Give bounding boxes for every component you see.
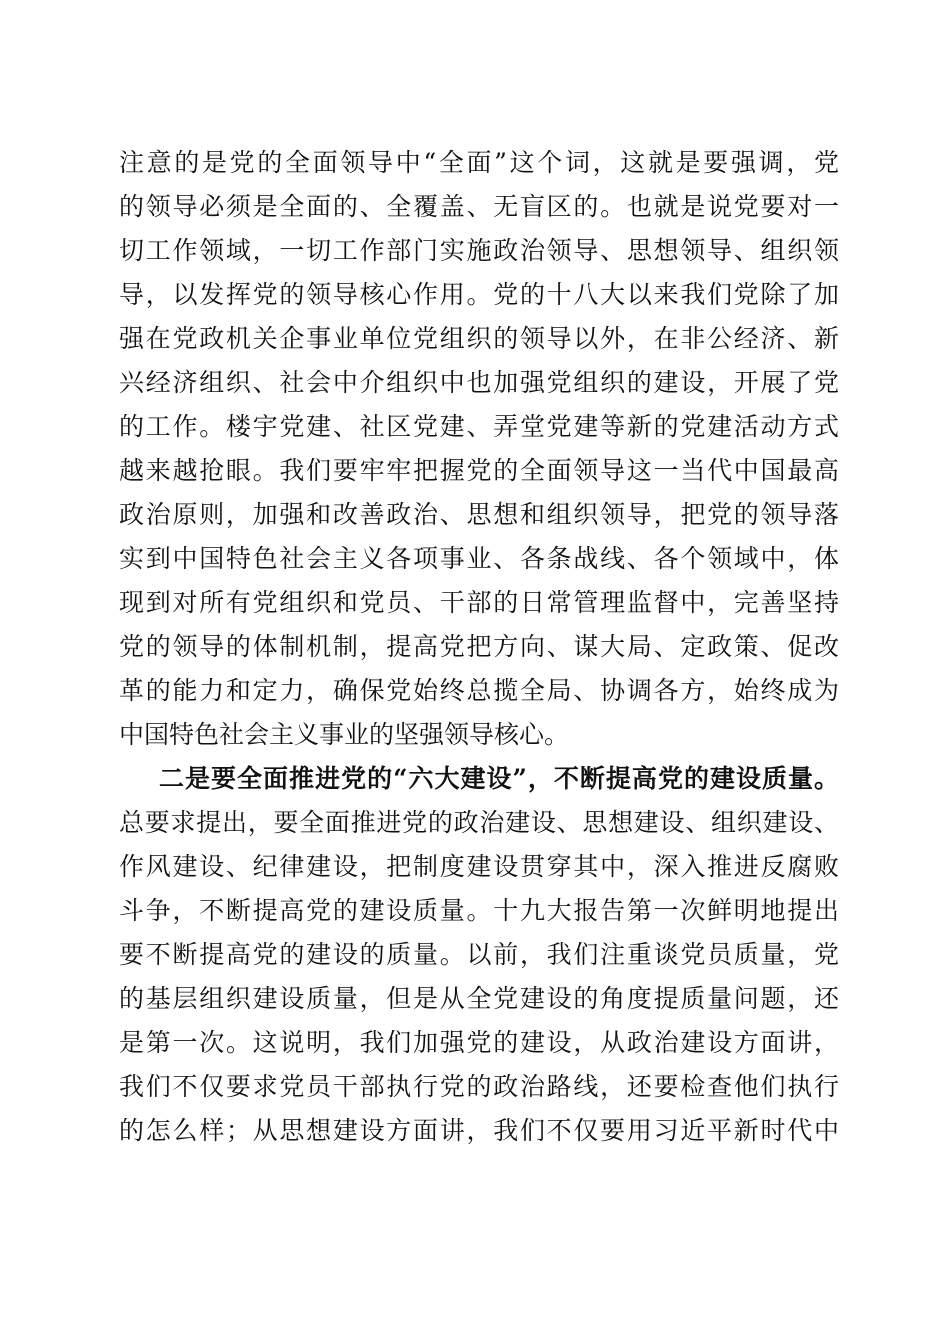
paragraph-1-line-1: 注意的是党的全面领导中“全面”这个词，这就是要强调，党 xyxy=(119,148,839,177)
paragraph-1-line-12: 党的领导的体制机制，提高党把方向、谋大局、定政策、促改 xyxy=(119,632,839,661)
paragraph-2-line-7: 是第一次。这说明，我们加强党的建设，从政治建设方面讲， xyxy=(119,1028,839,1057)
paragraph-2-line-2: 总要求提出，要全面推进党的政治建设、思想建设、组织建设、 xyxy=(119,808,839,837)
paragraph-2-line-9: 的怎么样；从思想建设方面讲，我们不仅要用习近平新时代中 xyxy=(119,1116,839,1145)
paragraph-1-line-4: 导，以发挥党的领导核心作用。党的十八大以来我们党除了加 xyxy=(119,280,839,309)
paragraph-2-heading-line: 二是要全面推进党的“六大建设”，不断提高党的建设质量。 xyxy=(159,764,839,793)
paragraph-1-line-9: 政治原则，加强和改善政治、思想和组织领导，把党的领导落 xyxy=(119,500,839,529)
paragraph-1-line-3: 切工作领域，一切工作部门实施政治领导、思想领导、组织领 xyxy=(119,236,839,265)
paragraph-1-line-7: 的工作。楼宇党建、社区党建、弄堂党建等新的党建活动方式 xyxy=(119,412,839,441)
paragraph-1-line-11: 现到对所有党组织和党员、干部的日常管理监督中，完善坚持 xyxy=(119,588,839,617)
paragraph-1-line-13: 革的能力和定力，确保党始终总揽全局、协调各方，始终成为 xyxy=(119,676,839,705)
paragraph-2-line-4: 斗争，不断提高党的建设质量。十九大报告第一次鲜明地提出 xyxy=(119,896,839,925)
paragraph-1-line-14: 中国特色社会主义事业的坚强领导核心。 xyxy=(119,720,570,749)
paragraph-1-line-6: 兴经济组织、社会中介组织中也加强党组织的建设，开展了党 xyxy=(119,368,839,397)
paragraph-1-line-8: 越来越抢眼。我们要牢牢把握党的全面领导这一当代中国最高 xyxy=(119,456,839,485)
paragraph-2-line-6: 的基层组织建设质量，但是从全党建设的角度提质量问题，还 xyxy=(119,984,839,1013)
paragraph-2-line-3: 作风建设、纪律建设，把制度建设贯穿其中，深入推进反腐败 xyxy=(119,852,839,881)
paragraph-2-line-8: 我们不仅要求党员干部执行党的政治路线，还要检查他们执行 xyxy=(119,1072,839,1101)
paragraph-2-line-5: 要不断提高党的建设的质量。以前，我们注重谈党员质量，党 xyxy=(119,940,839,969)
paragraph-1-line-10: 实到中国特色社会主义各项事业、各条战线、各个领域中，体 xyxy=(119,544,839,573)
paragraph-1-line-2: 的领导必须是全面的、全覆盖、无盲区的。也就是说党要对一 xyxy=(119,192,839,221)
paragraph-1-line-5: 强在党政机关企事业单位党组织的领导以外，在非公经济、新 xyxy=(119,324,839,353)
